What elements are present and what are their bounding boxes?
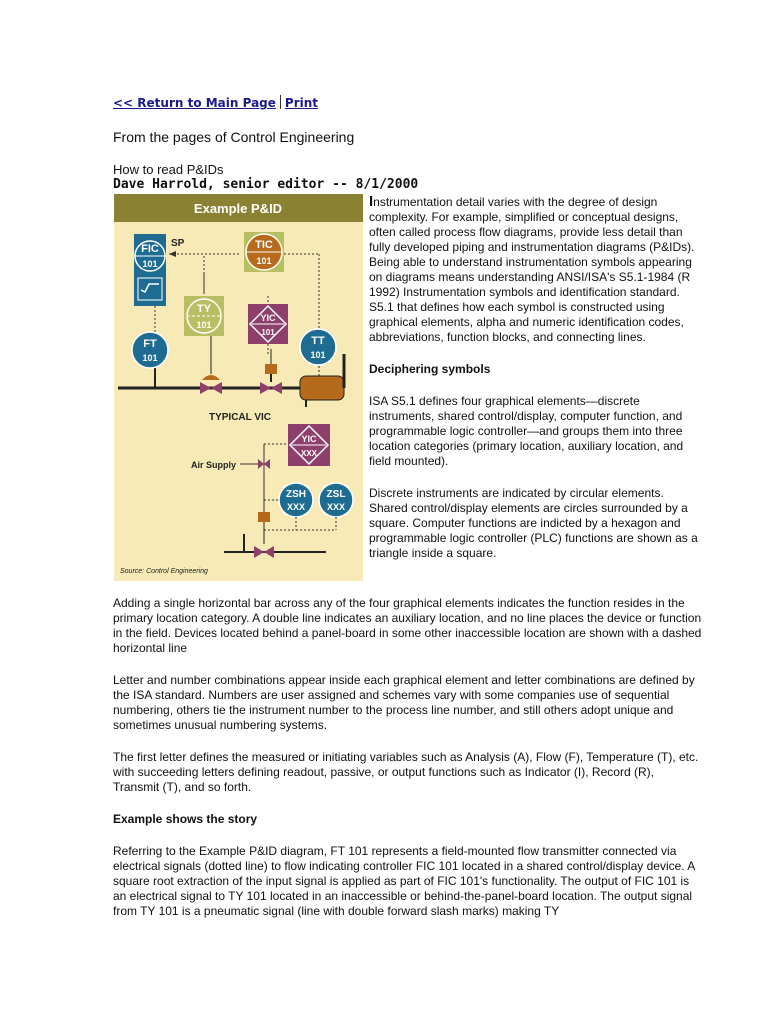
source-line: From the pages of Control Engineering [113,129,355,145]
figure-title: Example P&ID [193,201,283,216]
fic-101-symbol [134,234,166,306]
top-nav [113,95,318,110]
svg-text:101: 101 [196,320,212,330]
svg-text:XXX: XXX [300,449,318,458]
ty-101-symbol [184,296,224,336]
air-supply-label: Air Supply [191,460,237,470]
paragraph-first-letter: The first letter defines the measured or initiating variables such as Analysis (A), Flow (F), Temperature (T), etc. with succeeding letters defining readout, passive, or output functions such as Indicator (I), Record (R), Transmit (T), and so forth. [113,750,699,794]
tic-101-symbol [244,232,284,272]
article-byline: Dave Harrold, senior editor -- 8/1/2000 [113,177,419,192]
svg-text:101: 101 [261,328,275,337]
svg-text:YIC: YIC [260,313,276,323]
print-link[interactable]: Print [284,96,319,110]
ft-101-symbol [132,332,168,368]
actuator-box [258,512,270,522]
svg-text:FT: FT [143,338,157,350]
svg-text:FIC: FIC [141,243,159,255]
svg-text:YIC: YIC [301,434,317,444]
intro-text: nstrumentation detail varies with the degree of design complexity. For example, simplified or conceptual designs, often called process flow diagrams, provide less detail than fully developed piping and instrumentation diagrams (P&IDs). Being able to understand instrumentation symbols appearing on diagrams means understanding ANSI/ISA's S5.1-1984 (R 1992) Instrumentation symbols and identification standard. S5.1 that defines how each symbol is constructed using graphical elements, alpha and numeric identification codes, abbreviations, function blocks, and connecting lines. [369,195,695,344]
svg-text:ZSL: ZSL [326,489,346,500]
svg-text:TT: TT [311,335,325,347]
heading-example-story: Example shows the story [113,812,258,826]
figure-source: Source: Control Engineering [120,568,208,575]
paragraph-graphical-elements: ISA S5.1 defines four graphical elements—discrete instruments, shared control/display, computer function, and programmable logic controller—and groups them into three location categories (primary location, auxiliary location, and field mounted). [369,394,684,468]
svg-text:101: 101 [142,353,158,363]
paragraph-discrete-instruments: Discrete instruments are indicated by circular elements. Shared control/display elements are circles surrounded by a square. Computer functions are indicted by a hexagon and programmable logic controller (PLC) functions are shown as a triangle inside a square. [369,486,698,560]
svg-text:101: 101 [310,350,326,360]
svg-text:101: 101 [256,256,272,266]
typical-vic-label: TYPICAL VIC [208,412,272,423]
svg-text:XXX: XXX [286,502,306,512]
article-title: How to read P&IDs [113,162,224,177]
example-pid-figure [114,194,363,581]
svg-text:ZSH: ZSH [286,489,306,500]
svg-text:XXX: XXX [326,502,346,512]
return-to-main-link[interactable]: << Return to Main Page [113,96,276,110]
paragraph-horizontal-bar: Adding a single horizontal bar across any of the four graphical elements indicates the function resides in the primary location category. A double line indicates an auxiliary location, and no line places the device or function in the field. Devices located behind a panel-board in some other inaccessible location are shown with a dashed horizontal line [113,596,702,655]
paragraph-letter-number: Letter and number combinations appear inside each graphical element and letter combinations are defined by the ISA standard. Numbers are user assigned and schemes vary with some companies use of sequential numbering, others tie the instrument number to the process line number, and still others adopt unique and sometimes unusual numbering systems. [113,673,695,732]
zsl-xxx-symbol [319,483,353,517]
svg-text:TIC: TIC [255,239,273,251]
full-width-text [113,596,703,936]
yic-xxx-symbol [288,424,330,466]
intro-paragraph [369,194,701,345]
tt-101-symbol [300,329,336,365]
heading-deciphering-symbols: Deciphering symbols [369,362,491,376]
zsh-xxx-symbol [279,483,313,517]
svg-text:TY: TY [196,303,212,315]
right-column-text [369,194,701,578]
svg-text:101: 101 [142,259,158,269]
drop-cap: I [369,193,374,210]
yic-101-symbol [248,304,288,344]
sp-label: SP [171,238,185,249]
nav-separator [280,95,281,109]
paragraph-referring: Referring to the Example P&ID diagram, FT 101 represents a field-mounted flow transmitter connected via electrical signals (dotted line) to flow indicating controller FIC 101 located in a shared control/display device. A square root extraction of the input signal is applied as part of FIC 101's functionality. The output of FIC 101 is an electrical signal to TY 101 located in an inaccessible or behind-the-panel-board location. The output signal from TY 101 is a pneumatic signal (line with double forward slash marks) making TY [113,844,695,918]
